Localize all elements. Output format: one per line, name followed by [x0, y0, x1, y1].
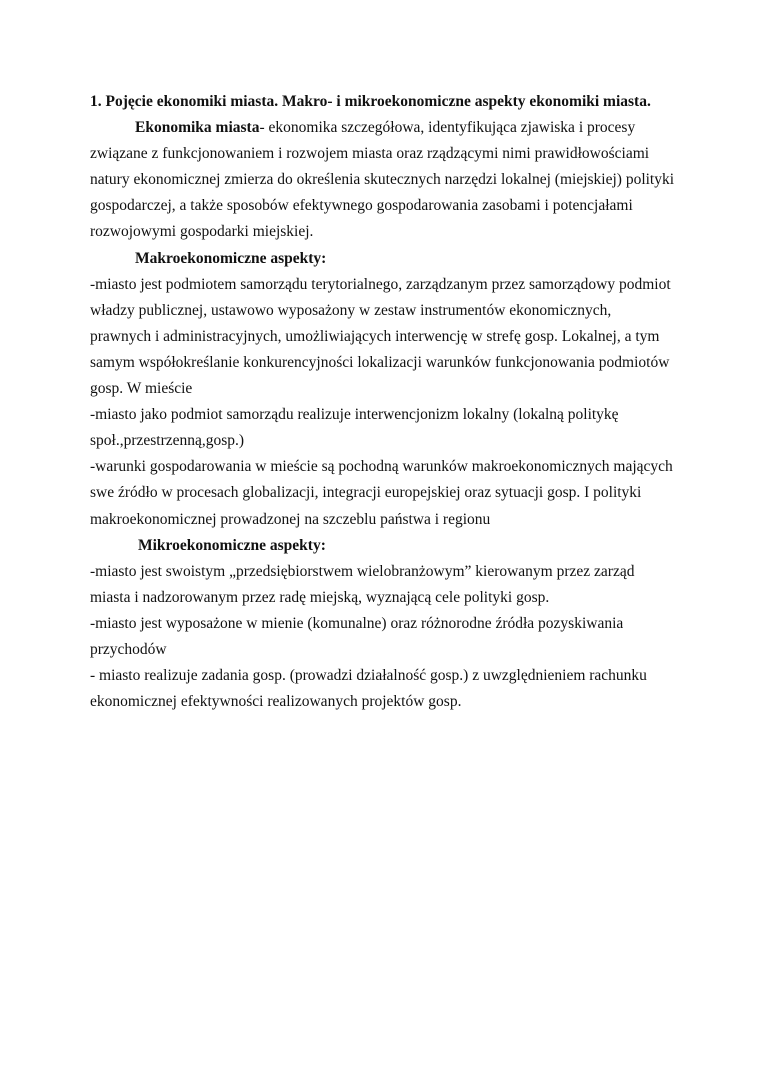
- macro-line: -warunki gospodarowania w mieście są pochodną warunków makroekonomicznych mających: [90, 458, 673, 476]
- macro-line: prawnych i administracyjnych, umożliwiających interwencję w strefę gosp. Lokalnej, a tym: [90, 327, 660, 345]
- definition-text: - ekonomika szczegółowa, identyfikująca zjawiska i procesy: [259, 119, 636, 137]
- definition-line: związane z funkcjonowaniem i rozwojem miasta oraz rządzącymi nimi prawidłowościami: [90, 145, 650, 163]
- macro-line: władzy publicznej, ustawowo wyposażony w zestaw instrumentów ekonomicznych,: [90, 301, 612, 319]
- macro-line: -miasto jako podmiot samorządu realizuje interwencjonizm lokalny (lokalną politykę: [90, 406, 619, 424]
- definition-line: [90, 115, 680, 141]
- macro-subheading: Makroekonomiczne aspekty:: [135, 249, 327, 267]
- section-heading: 1. Pojęcie ekonomiki miasta. Makro- i mikroekonomiczne aspekty ekonomiki miasta.: [90, 93, 651, 110]
- macro-line: makroekonomicznej prowadzonej na szczeblu państwa i regionu: [90, 510, 491, 528]
- definition-line: rozwojowymi gospodarki miejskiej.: [90, 223, 314, 241]
- micro-line: -miasto jest wyposażone w mienie (komunalne) oraz różnorodne źródła pozyskiwania: [90, 614, 624, 632]
- macro-line: społ.,przestrzenną,gosp.): [90, 432, 245, 450]
- definition-line: natury ekonomicznej zmierza do określenia skutecznych narzędzi lokalnej (miejskiej) polityki: [90, 171, 675, 189]
- definition-line: gospodarczej, a także sposobów efektywnego gospodarowania zasobami i potencjałami: [90, 197, 633, 215]
- document-body: [90, 89, 680, 715]
- definition-term: Ekonomika miasta: [135, 119, 260, 137]
- macro-line: swe źródło w procesach globalizacji, integracji europejskiej oraz sytuacji gosp. I polityki: [90, 484, 642, 502]
- macro-line: -miasto jest podmiotem samorządu terytorialnego, zarządzanym przez samorządowy podmiot: [90, 275, 671, 293]
- micro-subheading: Mikroekonomiczne aspekty:: [138, 536, 326, 554]
- micro-line: - miasto realizuje zadania gosp. (prowadzi działalność gosp.) z uwzględnieniem rachunku: [90, 667, 647, 685]
- macro-line: gosp. W mieście: [90, 380, 193, 398]
- macro-line: samym współokreślanie konkurencyjności lokalizacji warunków funkcjonowania podmiotów: [90, 353, 670, 371]
- micro-line: miasta i nadzorowanym przez radę miejską, wyznającą cele polityki gosp.: [90, 588, 550, 606]
- micro-line: -miasto jest swoistym „przedsiębiorstwem wielobranżowym” kierowanym przez zarząd: [90, 562, 635, 580]
- micro-line: ekonomicznej efektywności realizowanych projektów gosp.: [90, 693, 462, 711]
- micro-line: przychodów: [90, 640, 167, 658]
